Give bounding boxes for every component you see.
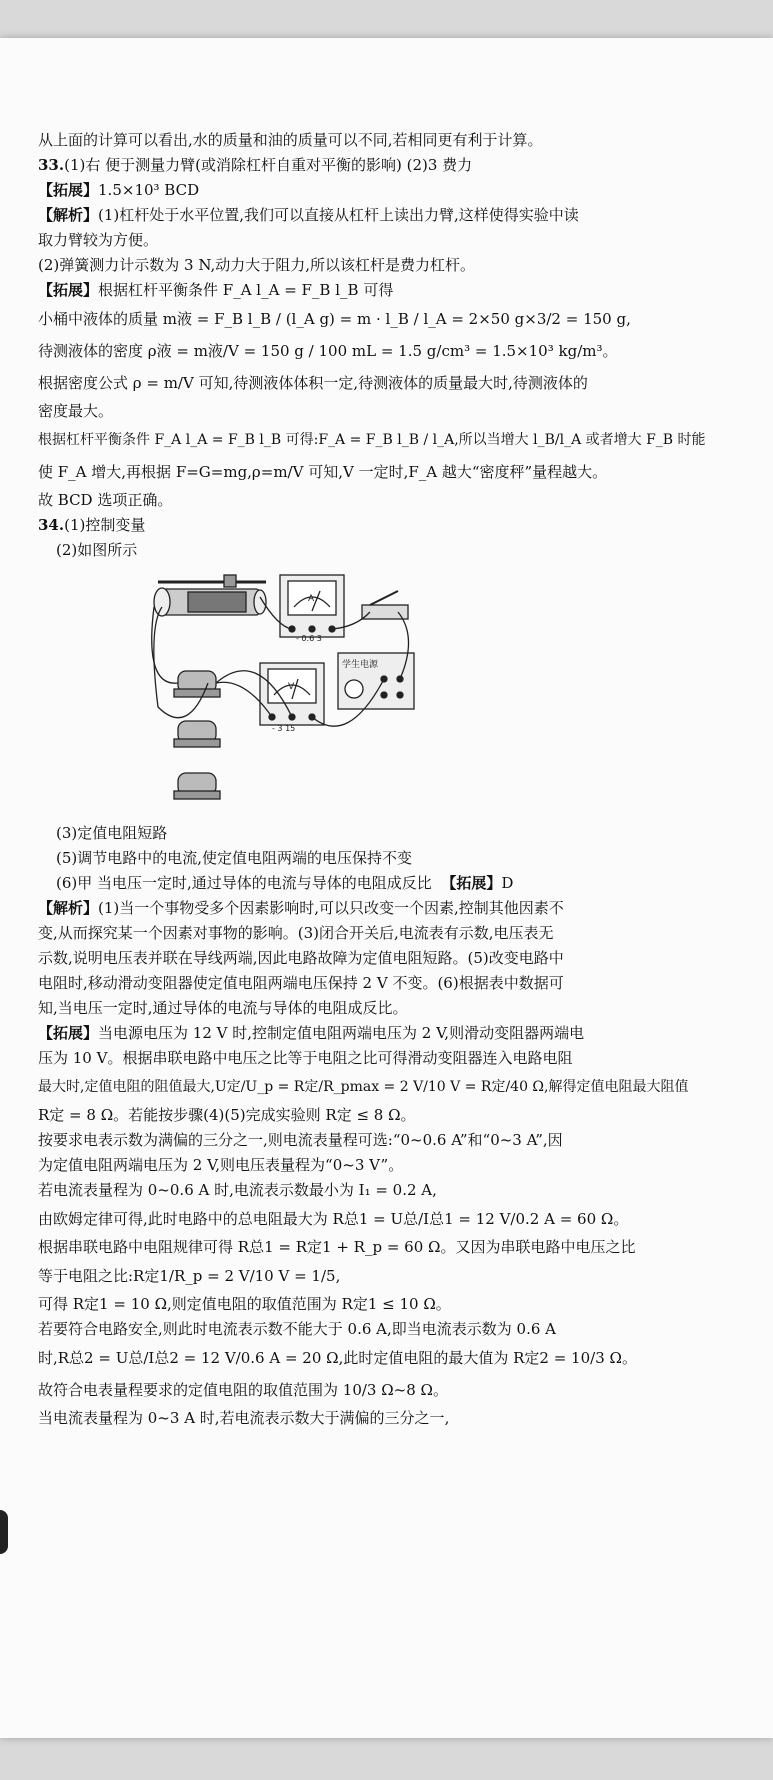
- document-content: [38, 128, 743, 1431]
- question-33: [38, 153, 743, 178]
- power-supply-label: 学生电源: [342, 660, 379, 670]
- ammeter-letter: A: [308, 594, 315, 604]
- text-line: 按要求电表示数为满偏的三分之一,则电流表量程可选:“0~0.6 A”和“0~3 A”,因: [38, 1131, 563, 1149]
- text-line: 变,从而探究某一个因素对事物的影响。(3)闭合开关后,电流表有示数,电压表无: [38, 924, 554, 942]
- text-line: 若电流表量程为 0~0.6 A 时,电流表示数最小为 I₁ = 0.2 A,: [38, 1181, 437, 1199]
- extension-text: 根据杠杆平衡条件 F_A l_A = F_B l_B 可得: [98, 281, 394, 299]
- text-line: 根据杠杆平衡条件 F_A l_A = F_B l_B 可得:F_A = F_B l_B / l_A,所以当增大 l_B/l_A 或者增大 F_B 时能: [38, 432, 706, 448]
- question-34: [38, 513, 743, 538]
- answer-text: (1)右 便于测量力臂(或消除杠杆自重对平衡的影响) (2)3 费力: [64, 156, 473, 174]
- text-line: (5)调节电路中的电流,使定值电阻两端的电压保持不变: [56, 849, 413, 867]
- text-line: 知,当电压一定时,通过导体的电流与导体的电阻成反比。: [38, 999, 408, 1017]
- ammeter-scale-label: - 0.6 3: [296, 634, 322, 643]
- text-line: 为定值电阻两端电压为 2 V,则电压表量程为“0~3 V”。: [38, 1156, 404, 1174]
- equation-line: 小桶中液体的质量 m液 = F_B l_B / (l_A g) = m · l_B / l_A = 2×50 g×3/2 = 150 g,: [38, 310, 631, 328]
- equation-line: 待测液体的密度 ρ液 = m液/V = 150 g / 100 mL = 1.5 g/cm³ = 1.5×10³ kg/m³。: [38, 342, 618, 360]
- text-line: 取力臂较为方便。: [38, 231, 159, 249]
- binder-clip: [0, 1510, 8, 1554]
- text-line: 使 F_A 增大,再根据 F=G=mg,ρ=m/V 可知,V 一定时,F_A 越大“密度秤”量程越大。: [38, 463, 608, 481]
- voltmeter-scale-label: - 3 15: [272, 724, 296, 733]
- circuit-diagram-svg: [148, 567, 418, 815]
- text-line: 根据密度公式 ρ = m/V 可知,待测液体体积一定,待测液体的质量最大时,待测液体的: [38, 374, 588, 392]
- extension-answer: D: [501, 874, 514, 892]
- text-line: 故 BCD 选项正确。: [38, 491, 173, 509]
- section-tag: 【解析】: [38, 899, 99, 917]
- extension-text: 当电源电压为 12 V 时,控制定值电阻两端电压为 2 V,则滑动变阻器两端电: [98, 1024, 585, 1042]
- text-line: 若要符合电路安全,则此时电流表示数不能大于 0.6 A,即当电流表示数为 0.6 A: [38, 1320, 556, 1338]
- text-line: [38, 203, 743, 228]
- voltmeter-letter: V: [288, 682, 295, 692]
- section-tag: 【拓展】: [441, 874, 502, 892]
- text-line: (3)定值电阻短路: [56, 824, 168, 842]
- text-line: [38, 278, 743, 303]
- text-line: 密度最大。: [38, 402, 114, 420]
- answer-text: 1.5×10³ BCD: [98, 181, 200, 199]
- text-line: 故符合电表量程要求的定值电阻的取值范围为 10/3 Ω~8 Ω。: [38, 1381, 448, 1399]
- analysis-text: (1)当一个事物受多个因素影响时,可以只改变一个因素,控制其他因素不: [98, 899, 564, 917]
- text-line: (2)弹簧测力计示数为 3 N,动力大于阻力,所以该杠杆是费力杠杆。: [38, 256, 476, 274]
- text-line: [38, 871, 743, 896]
- section-tag: 【拓展】: [38, 1024, 99, 1042]
- section-tag: 【拓展】: [38, 281, 99, 299]
- section-tag: 【拓展】: [38, 181, 99, 199]
- equation-line: 等于电阻之比:R定1/R_p = 2 V/10 V = 1/5,: [38, 1267, 341, 1285]
- text-line: [38, 1021, 743, 1046]
- text-line: 当电流表量程为 0~3 A 时,若电流表示数大于满偏的三分之一,: [38, 1409, 450, 1427]
- equation-line: 最大时,定值电阻的阻值最大,U定/U_p = R定/R_pmax = 2 V/10 V = R定/40 Ω,解得定值电阻最大阻值: [38, 1079, 689, 1095]
- text-line: 压为 10 V。根据串联电路中电压之比等于电阻之比可得滑动变阻器连入电路电阻: [38, 1049, 573, 1067]
- section-tag: 【解析】: [38, 206, 99, 224]
- text-line: R定 = 8 Ω。若能按步骤(4)(5)完成实验则 R定 ≤ 8 Ω。: [38, 1106, 416, 1124]
- question-number: 34.: [38, 516, 65, 534]
- text-line: 根据串联电路中电阻规律可得 R总1 = R定1 + R_p = 60 Ω。又因为串联电路中电压之比: [38, 1238, 636, 1256]
- text-line: 从上面的计算可以看出,水的质量和油的质量可以不同,若相同更有利于计算。: [38, 131, 543, 149]
- analysis-text: (1)杠杆处于水平位置,我们可以直接从杠杆上读出力臂,这样使得实验中读: [98, 206, 579, 224]
- text-line: 电阻时,移动滑动变阻器使定值电阻两端电压保持 2 V 不变。(6)根据表中数据可: [38, 974, 564, 992]
- equation-line: 由欧姆定律可得,此时电路中的总电阻最大为 R总1 = U总/I总1 = 12 V/0.2 A = 60 Ω。: [38, 1210, 629, 1228]
- text-line: 示数,说明电压表并联在导线两端,因此电路故障为定值电阻短路。(5)改变电路中: [38, 949, 564, 967]
- text-line: 可得 R定1 = 10 Ω,则定值电阻的取值范围为 R定1 ≤ 10 Ω。: [38, 1295, 451, 1313]
- answer-text: (1)控制变量: [64, 516, 146, 534]
- answer-text: (6)甲 当电压一定时,通过导体的电流与导体的电阻成反比: [56, 874, 432, 892]
- question-number: 33.: [38, 156, 65, 174]
- equation-line: 时,R总2 = U总/I总2 = 12 V/0.6 A = 20 Ω,此时定值电阻的最大值为 R定2 = 10/3 Ω。: [38, 1349, 637, 1367]
- text-line: [38, 896, 743, 921]
- text-line: (2)如图所示: [56, 541, 138, 559]
- text-line: [38, 178, 743, 203]
- circuit-diagram: [148, 567, 418, 815]
